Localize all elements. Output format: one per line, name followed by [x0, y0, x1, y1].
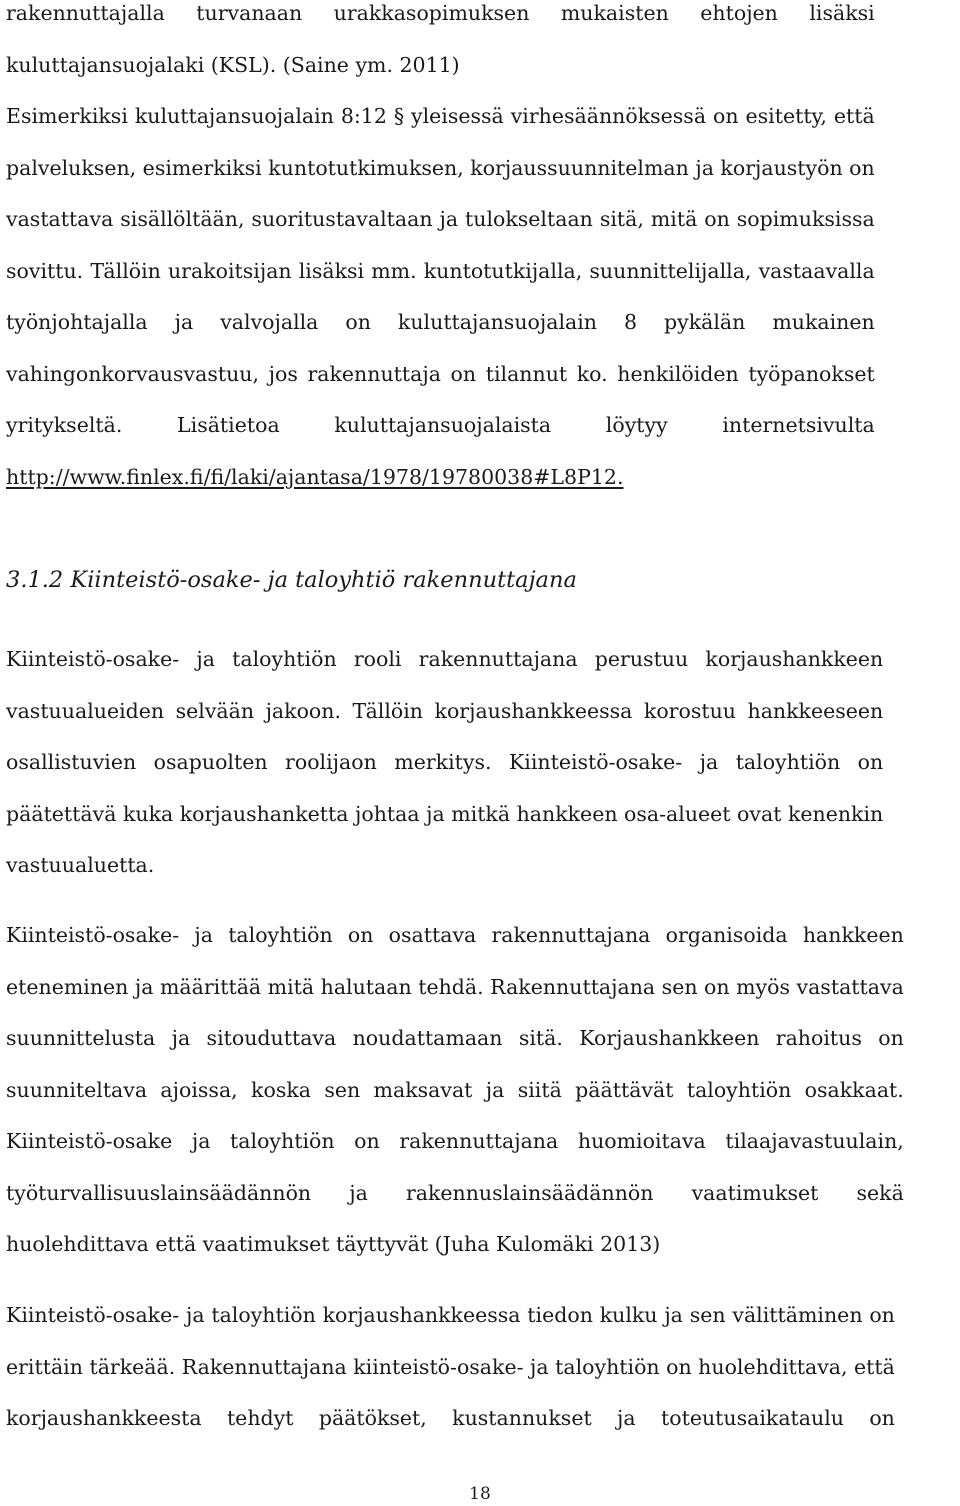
- text-line: päätettävä kuka korjaushanketta johtaa ja mitkä hankkeen osa-alueet ovat kenenkin: [6, 801, 884, 826]
- text-line: Kiinteistö-osake- ja taloyhtiön on osattava rakennuttajana organisoida hankkeen: [6, 923, 904, 947]
- text-line: työturvallisuuslainsäädännön ja rakennuslainsäädännön vaatimukset sekä: [6, 1180, 904, 1205]
- text-line: korjaushankkeesta tehdyt päätökset, kustannukset ja toteutusaikataulu on: [6, 1406, 895, 1430]
- text-line: erittäin tärkeää. Rakennuttajana kiinteistö-osake- ja taloyhtiön on huolehdittava, että: [6, 1354, 895, 1379]
- text-line: Esimerkiksi kuluttajansuojalain 8:12 § yleisessä virhesäännöksessä on esitetty, että: [6, 104, 875, 128]
- text-line: suunniteltava ajoissa, koska sen maksavat ja siitä päättävät taloyhtiön osakkaat.: [6, 1077, 904, 1102]
- page-number: 18: [469, 1484, 491, 1504]
- finlex-link[interactable]: http://www.finlex.fi/fi/laki/ajantasa/1978/19780038#L8P12.: [6, 464, 624, 489]
- paragraph-organisation: [6, 910, 904, 1271]
- text-line: vastattava sisällöltään, suoritustavaltaan ja tulokseltaan sitä, mitä on sopimuksissa: [6, 207, 875, 231]
- section-heading: 3.1.2 Kiinteistö-osake- ja taloyhtiö rakennuttajana: [6, 567, 577, 593]
- text-line: yritykseltä. Lisätietoa kuluttajansuojalaista löytyy internetsivulta: [6, 413, 875, 437]
- text-line: vastuualueiden selvään jakoon. Tällöin korjaushankkeessa korostuu hankkeeseen: [6, 698, 884, 723]
- paragraph-consumer-protection: [6, 0, 875, 503]
- text-line: suunnittelusta ja sitouduttava noudattamaan sitä. Korjaushankkeen rahoitus on: [6, 1026, 904, 1050]
- text-line: kuluttajansuojalaki (KSL). (Saine ym. 2011): [6, 52, 460, 77]
- text-line: eteneminen ja määrittää mitä halutaan tehdä. Rakennuttajana sen on myös vastattava: [6, 974, 904, 999]
- text-line: rakennuttajalla turvanaan urakkasopimuksen mukaisten ehtojen lisäksi: [6, 1, 875, 25]
- link-line: [6, 452, 875, 504]
- paragraph-role: [6, 634, 883, 892]
- text-line: vahingonkorvausvastuu, jos rakennuttaja on tilannut ko. henkilöiden työpanokset: [6, 361, 875, 386]
- text-line: huolehdittava että vaatimukset täyttyvät (Juha Kulomäki 2013): [6, 1232, 661, 1256]
- text-line: Kiinteistö-osake- ja taloyhtiön korjaushankkeessa tiedon kulku ja sen välittäminen on: [6, 1303, 895, 1327]
- text-line: Kiinteistö-osake ja taloyhtiön on rakennuttajana huomioitava tilaajavastuulain,: [6, 1129, 904, 1153]
- text-line: Kiinteistö-osake- ja taloyhtiön rooli rakennuttajana perustuu korjaushankkeen: [6, 647, 884, 671]
- text-line: palveluksen, esimerkiksi kuntotutkimuksen, korjaussuunnitelman ja korjaustyön on: [6, 155, 875, 180]
- text-line: vastuualuetta.: [6, 853, 155, 877]
- paragraph-information-flow: [6, 1290, 895, 1445]
- text-line: sovittu. Tällöin urakoitsijan lisäksi mm. kuntotutkijalla, suunnittelijalla, vastaavalla: [6, 258, 875, 283]
- text-line: työnjohtajalla ja valvojalla on kuluttajansuojalain 8 pykälän mukainen: [6, 310, 875, 334]
- text-line: osallistuvien osapuolten roolijaon merkitys. Kiinteistö-osake- ja taloyhtiön on: [6, 750, 884, 774]
